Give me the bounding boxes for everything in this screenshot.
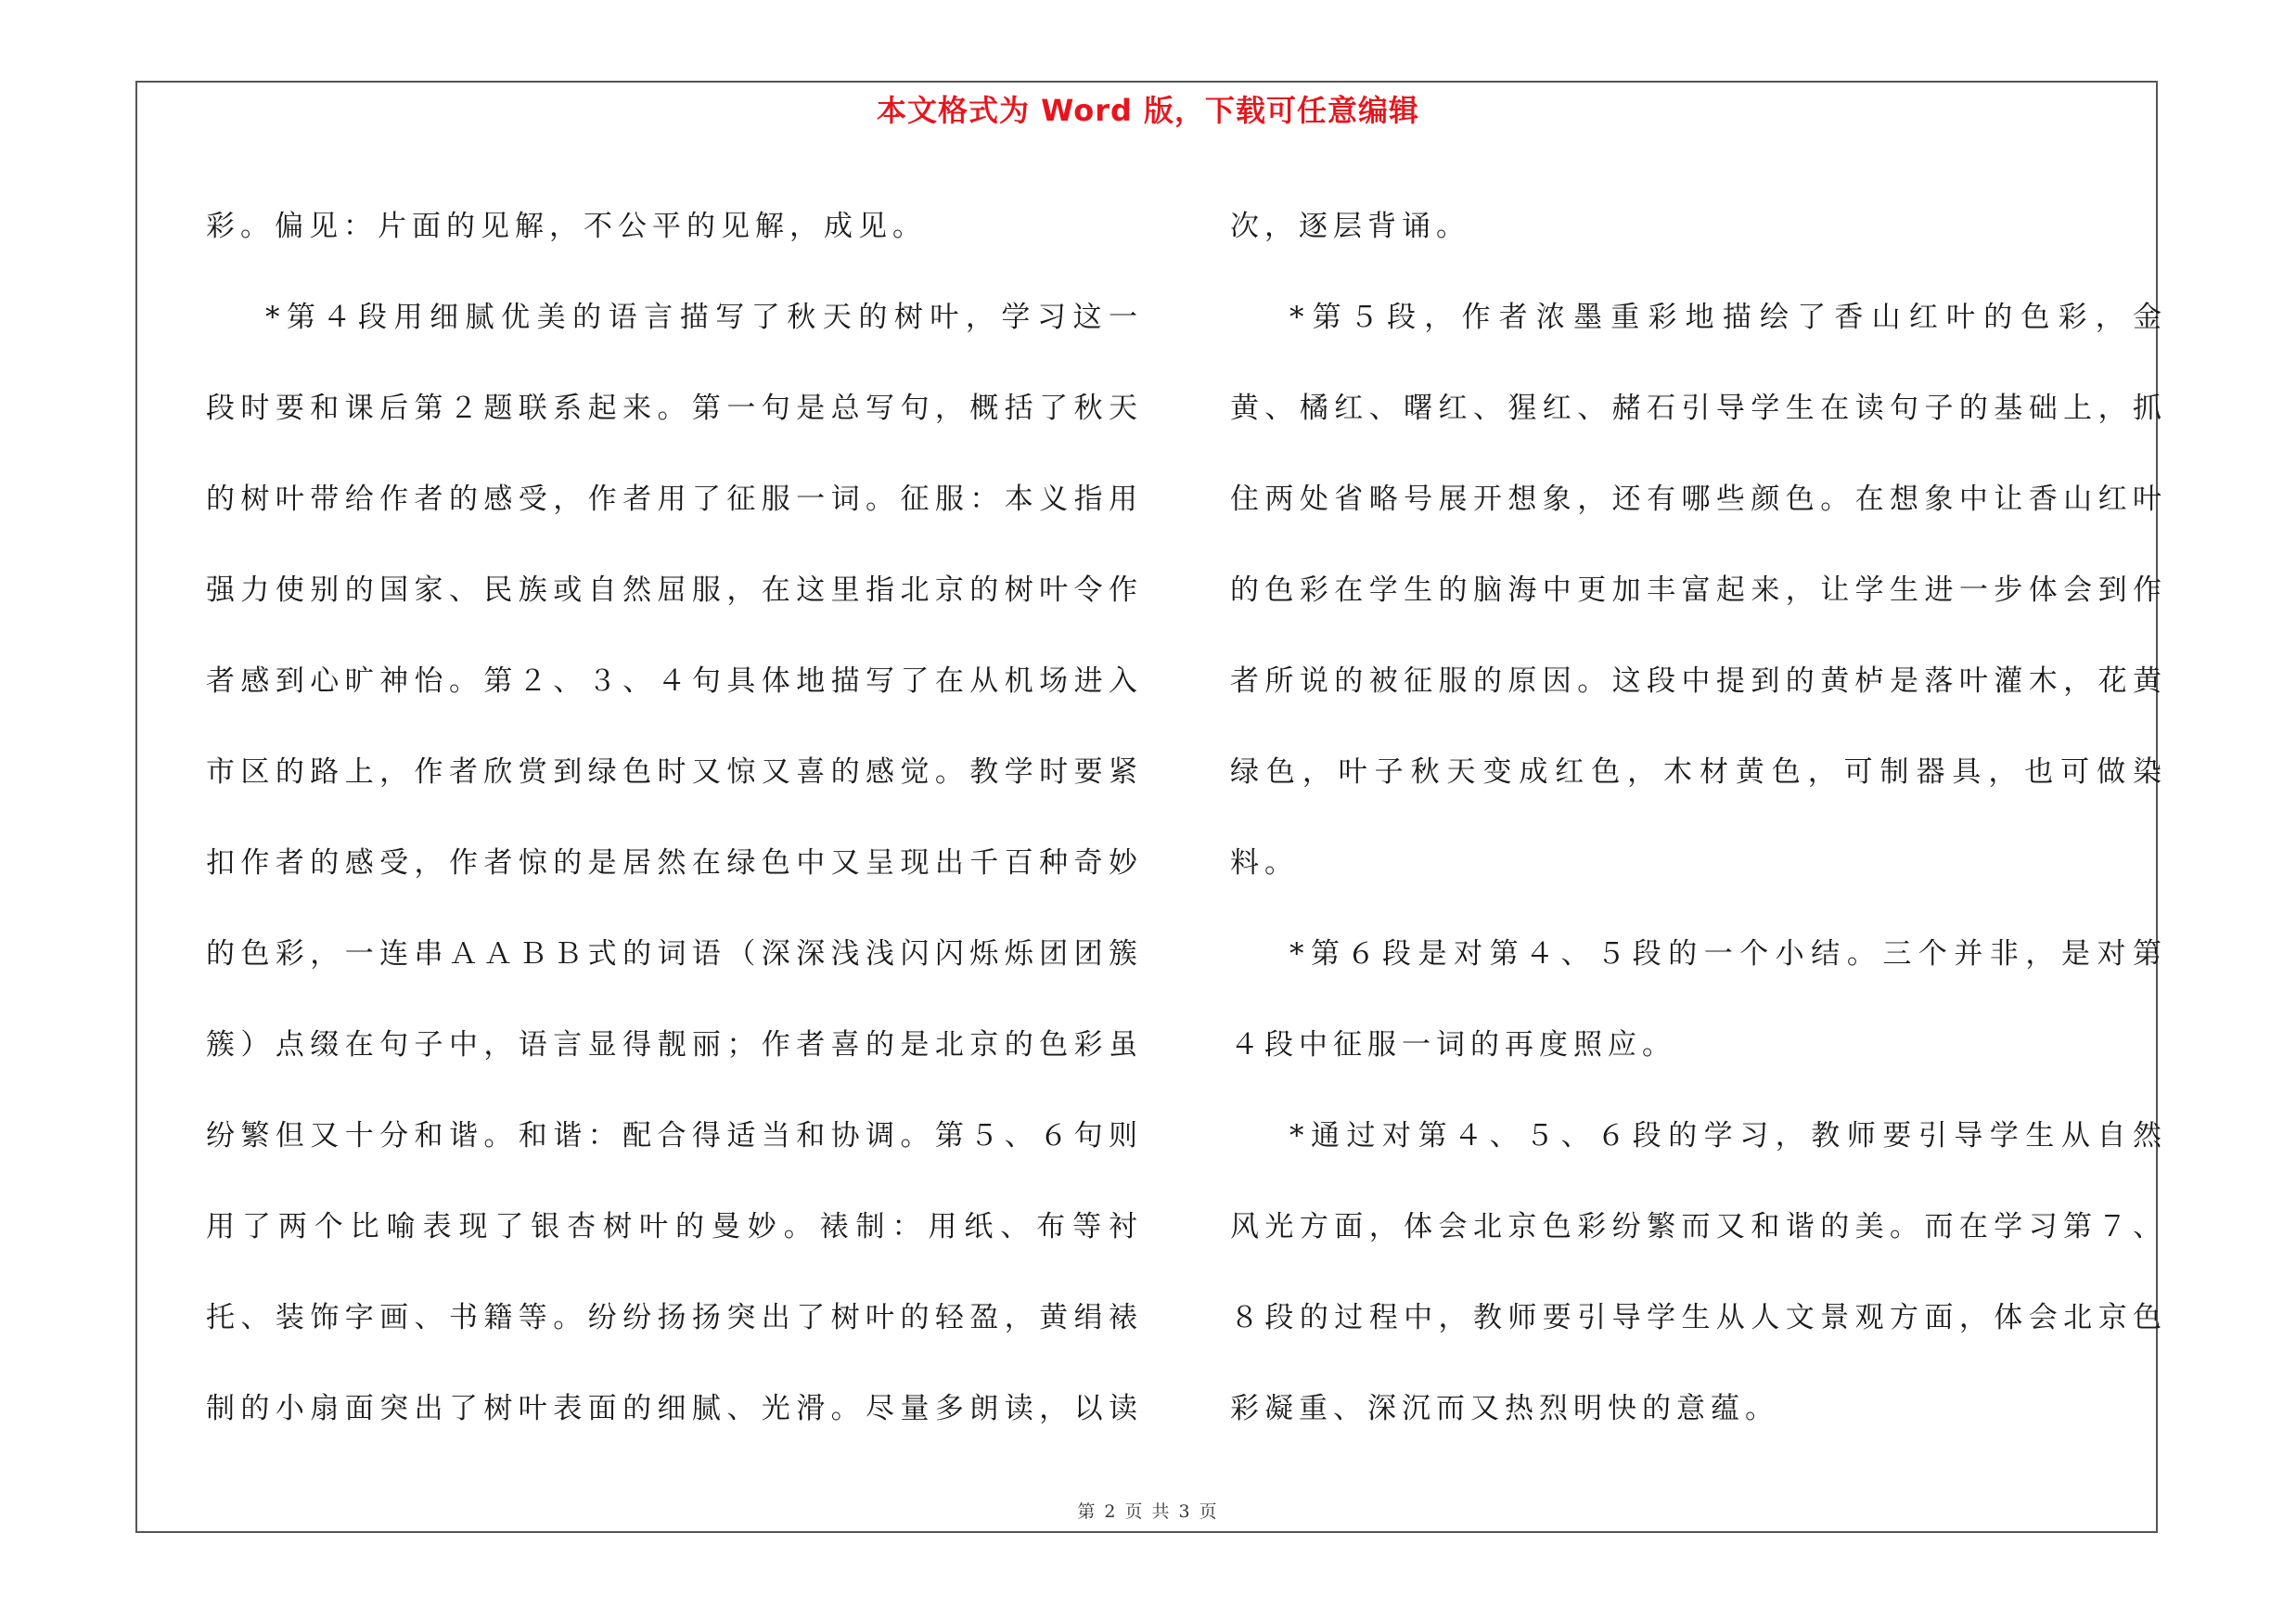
left-column <box>206 181 1143 1443</box>
paragraph: *通过对第４、５、６段的学习，教师要引导学生从自然风光方面，体会北京色彩纷繁而又和谐的美。而在学习第７、８段的过程中，教师要引导学生从人文景观方面，体会北京色彩凝重、深沉而又热烈明快的意蕴。 <box>1230 1119 2167 1425</box>
right-column <box>1230 181 2167 1443</box>
paragraph: 彩。偏见：片面的见解，不公平的见解，成见。 <box>206 210 927 243</box>
paragraph: *第６段是对第４、５段的一个小结。三个并非，是对第４段中征服一词的再度照应。 <box>1230 937 2167 1062</box>
paragraph: *第５段，作者浓墨重彩地描绘了香山红叶的色彩，金黄、橘红、曙红、猩红、赭石引导学生在读句子的基础上，抓住两处省略号展开想象，还有哪些颜色。在想象中让香山红叶的色彩在学生的脑海中更加丰富起来，让学生进一步体会到作者所说的被征服的原因。这段中提到的黄栌是落叶灌木，花黄绿色，叶子秋天变成红色，木材黄色，可制器具，也可做染料。 <box>1230 301 2167 880</box>
paragraph: *第４段用细腻优美的语言描写了秋天的树叶，学习这一段时要和课后第２题联系起来。第一句是总写句，概括了秋天的树叶带给作者的感受，作者用了征服一词。征服：本义指用强力使别的国家、民族或自然屈服，在这里指北京的树叶令作者感到心旷神怡。第２、３、４句具体地描写了在从机场进入市区的路上，作者欣赏到绿色时又惊又喜的感觉。教学时要紧扣作者的感受，作者惊的是居然在绿色中又呈现出千百种奇妙的色彩，一连串ＡＡＢＢ式的词语（深深浅浅闪闪烁烁团团簇簇）点缀在句子中，语言显得靓丽；作者喜的是北京的色彩虽纷繁但又十分和谐。和谐：配合得适当和协调。第５、６句则用了两个比喻表现了银杏树叶的曼妙。裱制：用纸、布等衬托、装饰字画、书籍等。纷纷扬扬突出了树叶的轻盈，黄绢裱制的小扇面突出了树叶表面的细腻、光滑。尽量多朗读，以读 <box>206 301 1143 1425</box>
header-notice: 本文格式为 Word 版，下载可任意编辑 <box>876 93 1420 128</box>
paragraph: 次，逐层背诵。 <box>1230 210 1470 243</box>
page-number: 第 2 页 共 3 页 <box>1077 1501 1219 1522</box>
